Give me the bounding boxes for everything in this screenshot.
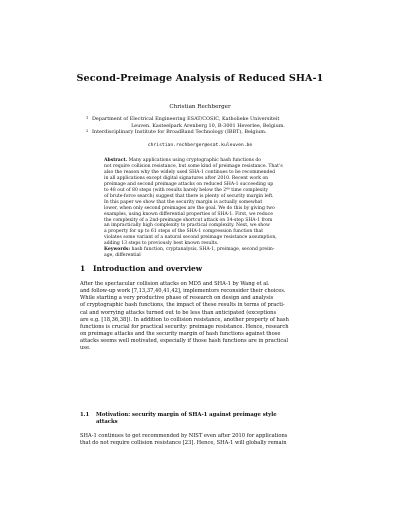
affiliation-2-line1: Interdisciplinary Institute for BroadBand Technology (IBBT), Belgium. bbox=[92, 129, 267, 135]
abstract-line: lower, when only second preimages are the goal. We do this by giving two bbox=[104, 205, 275, 211]
body-line: of cryptographic hash functions, the impact of these results in terms of practi- bbox=[80, 302, 285, 309]
affiliation-1-marker: 1 bbox=[86, 116, 89, 120]
body-line: While starting a very productive phase of research on design and analysis bbox=[80, 295, 274, 302]
abstract-line: also the reason why the widely used SHA-1 continues to be recommended bbox=[104, 169, 276, 175]
abstract-line: an impractically high complexity to practical complexity. Next, we show bbox=[104, 223, 270, 229]
abstract-label: Abstract. bbox=[104, 158, 128, 163]
subsection-heading bbox=[80, 412, 320, 426]
subsection-title-cont: attacks bbox=[96, 419, 118, 425]
paper-title: Second-Preimage Analysis of Reduced SHA-1 bbox=[76, 73, 324, 84]
intro-paragraph bbox=[80, 281, 320, 353]
affiliation-1-line2: Leuven. Kasteelpark Arenberg 10, B-3001 Heverlee, Belgium. bbox=[131, 122, 285, 129]
affiliation-2 bbox=[86, 129, 324, 136]
abstract-line: to 48 out of 80 steps (with results barely below the 2⁶⁰ time complexity bbox=[104, 187, 269, 193]
body-line: use. bbox=[80, 345, 91, 352]
body-line: that do not require collision resistance [23]. Hence, SHA-1 will globally remain bbox=[80, 440, 287, 447]
subsection-title: Motivation: security margin of SHA-1 against preimage style bbox=[96, 412, 277, 418]
abstract-line: In this paper we show that the security margin is actually somewhat bbox=[104, 199, 263, 205]
abstract-line: a property for up to 61 steps of the SHA-1 compression function that bbox=[104, 229, 264, 235]
affiliation-2-marker: 2 bbox=[86, 129, 89, 133]
author-email: christian.rechberger@esat.kuleuven.be bbox=[147, 143, 253, 148]
body-line: and follow-up work [7,13,37,40,41,42], implementors reconsider their choices. bbox=[80, 288, 286, 295]
author-name: Christian Rechberger bbox=[169, 104, 231, 110]
affiliation-1 bbox=[86, 116, 324, 129]
abstract-line: adding 13 steps to previously best known results. bbox=[104, 241, 219, 247]
abstract-line: examples, using known differential properties of SHA-1. First, we reduce bbox=[104, 211, 273, 217]
section-number: 1 bbox=[80, 264, 86, 273]
subsection-paragraph bbox=[80, 433, 320, 447]
section-heading bbox=[80, 264, 202, 273]
body-line: are e.g. [18,36,38]). In addition to collision resistance, another property of hash bbox=[80, 316, 289, 323]
keywords: Keywords: hash function, cryptanalysis, SHA-1, preimage, second preim- bbox=[104, 247, 275, 253]
abstract-line: Abstract. Many applications using cryptographic hash functions do bbox=[104, 158, 262, 163]
body-line: After the spectacular collision attacks on MD5 and SHA-1 by Wang et al. bbox=[80, 281, 270, 287]
body-line: SHA-1 continues to get recommended by NIST even after 2010 for applications bbox=[80, 433, 288, 439]
abstract-line: preimage and second preimage attacks on reduced SHA-1 succeeding up bbox=[104, 181, 274, 187]
body-line: cal and worrying attacks turned out to be less than anticipated (exceptions bbox=[80, 309, 277, 316]
affiliation-1-line1: Department of Electrical Engineering ESAT/COSIC, Katholieke Universiteit bbox=[92, 116, 280, 122]
abstract-line: of brute-force search) suggest that there is plenty of security margin left. bbox=[104, 193, 274, 199]
keywords-label: Keywords: bbox=[104, 247, 131, 253]
body-line: on preimage attacks and the security margin of hash functions against those bbox=[80, 331, 281, 338]
abstract-line: the complexity of a 2nd-preimage shortcut attack on 34-step SHA-1 from bbox=[104, 217, 273, 223]
abstract-line: in all applications except digital signatures after 2010. Recent work on bbox=[104, 175, 269, 181]
abstract-line: not require collision resistance, but some kind of preimage resistance. That’s bbox=[104, 163, 283, 169]
body-line: attacks seems well motivated, especially if those hash functions are in practical bbox=[80, 338, 288, 345]
abstract-line: violates some variant of a natural second preimage resistance assumption, bbox=[104, 235, 277, 241]
subsection-number: 1.1 bbox=[80, 412, 90, 418]
section-title: Introduction and overview bbox=[93, 264, 203, 273]
keywords-continued: age, differential bbox=[104, 253, 141, 259]
abstract bbox=[104, 158, 296, 259]
body-line: functions is crucial for practical security: preimage resistance. Hence, research bbox=[80, 323, 289, 330]
